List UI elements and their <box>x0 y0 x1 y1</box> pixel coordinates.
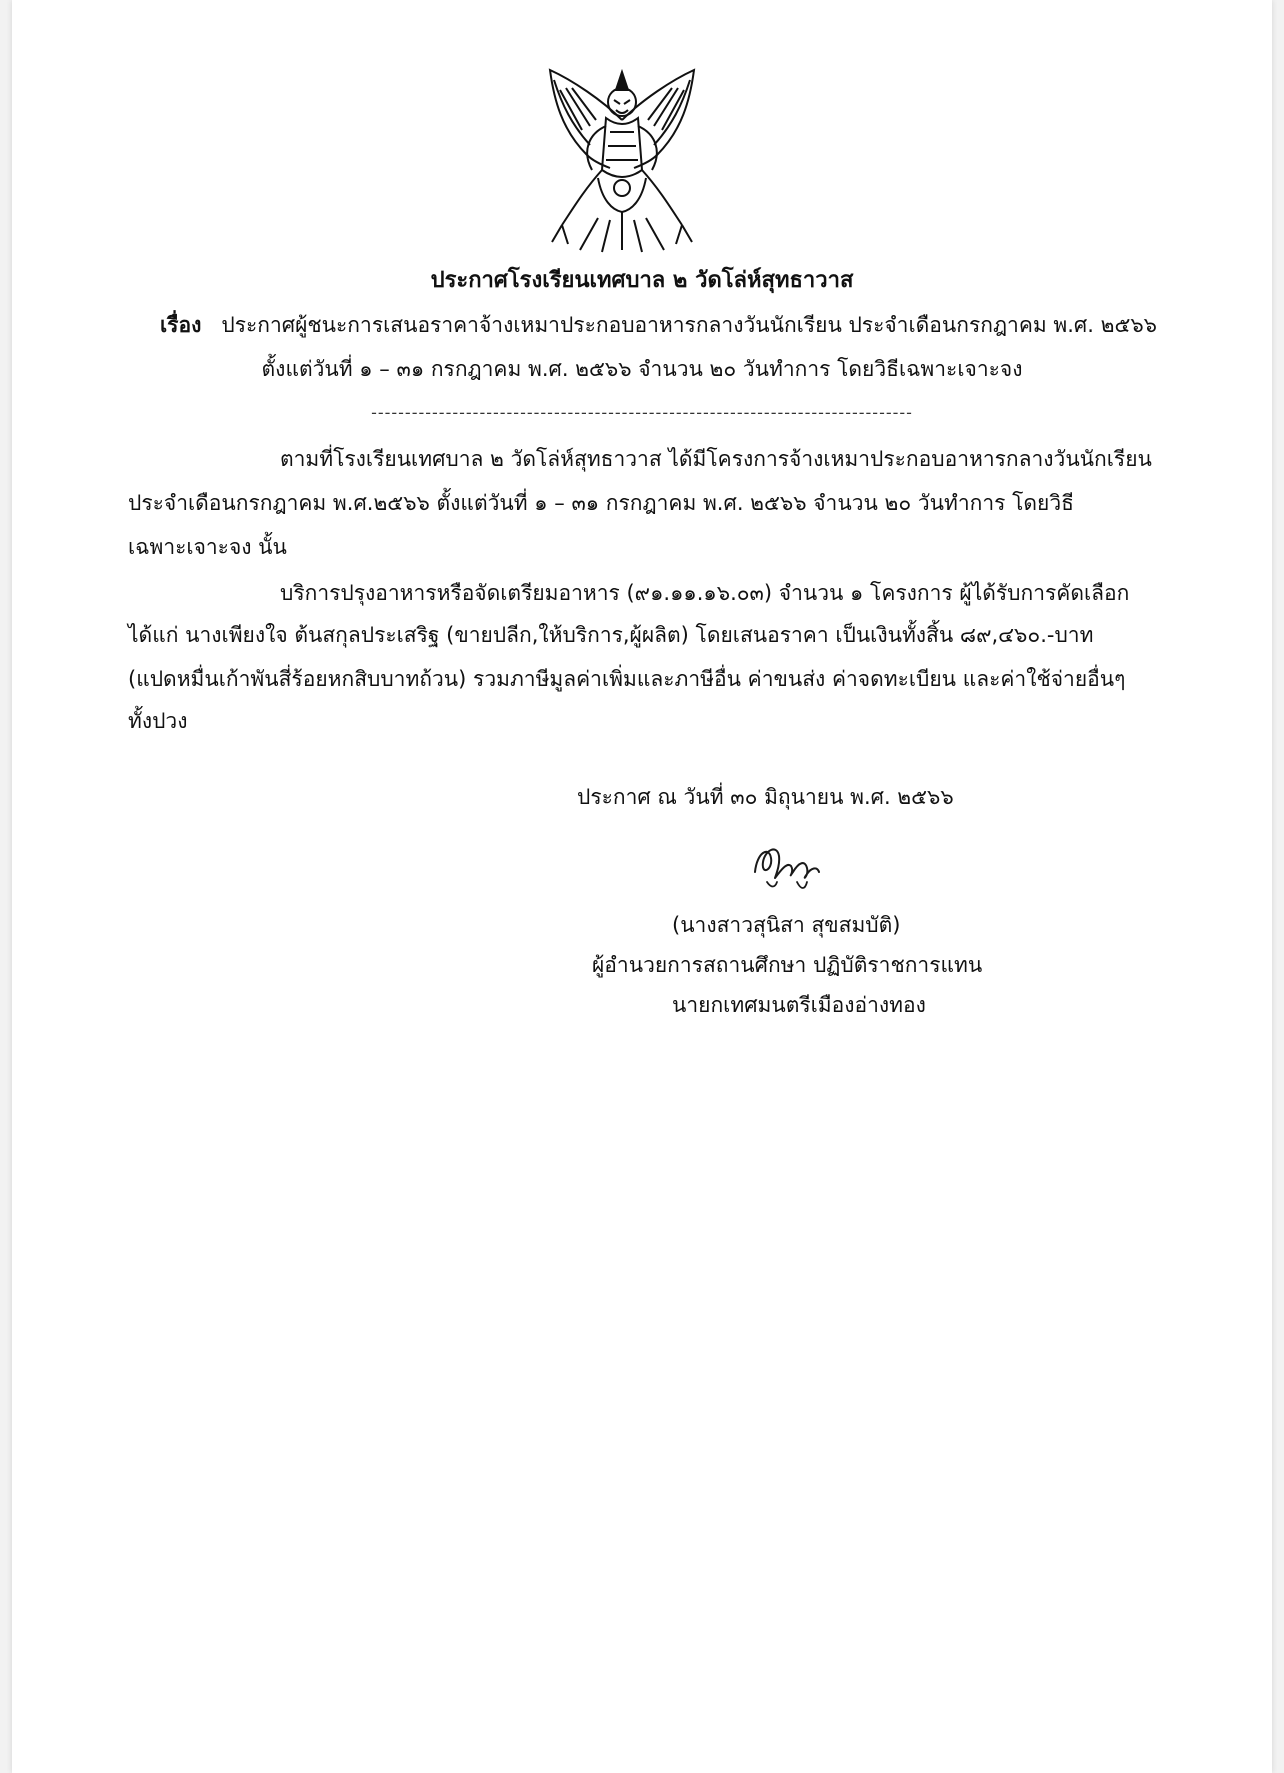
announcement-date: ประกาศ ณ วันที่ ๓๐ มิถุนายน พ.ศ. ๒๕๖๖ <box>577 785 954 809</box>
divider-rule: -------------------------------------------------------------------------------- <box>371 403 913 422</box>
subject-line <box>160 310 1157 340</box>
signer-position: นายกเทศมนตรีเมืองอ่างทอง <box>672 993 926 1017</box>
announcement-title: ประกาศโรงเรียนเทศบาล ๒ วัดโล่ห์สุทธาวาส <box>430 268 854 293</box>
paragraph2-line: ได้แก่ นางเพียงใจ ต้นสกุลประเสริฐ (ขายปลีก,ให้บริการ,ผู้ผลิต) โดยเสนอราคา เป็นเงินทั้งสิ้น ๘๙,๔๖๐.-บาท <box>128 623 1094 647</box>
document-page <box>12 0 1272 1773</box>
paragraph1-line: ประจำเดือนกรกฎาคม พ.ศ.๒๕๖๖ ตั้งแต่วันที่ ๑ – ๓๑ กรกฎาคม พ.ศ. ๒๕๖๖ จำนวน ๒๐ วันทำการ โดยวิธี <box>128 491 1074 515</box>
handwritten-signature-icon <box>747 832 827 894</box>
subject-label: เรื่อง <box>160 313 202 337</box>
paragraph1-line: เฉพาะเจาะจง นั้น <box>128 535 287 559</box>
subject-continuation: ตั้งแต่วันที่ ๑ – ๓๑ กรกฎาคม พ.ศ. ๒๕๖๖ จำนวน ๒๐ วันทำการ โดยวิธีเฉพาะเจาะจง <box>261 357 1023 381</box>
subject-text: ประกาศผู้ชนะการเสนอราคาจ้างเหมาประกอบอาหารกลางวันนักเรียน ประจำเดือนกรกฎาคม พ.ศ. ๒๕๖๖ <box>221 313 1158 337</box>
paragraph2-line: (แปดหมื่นเก้าพันสี่ร้อยหกสิบบาทถ้วน) รวมภาษีมูลค่าเพิ่มและภาษีอื่น ค่าขนส่ง ค่าจดทะเบียน และค่าใช้จ่ายอื่นๆ <box>128 667 1126 691</box>
garuda-emblem-icon <box>532 60 712 260</box>
signer-position: ผู้อำนวยการสถานศึกษา ปฏิบัติราชการแทน <box>592 953 983 977</box>
paragraph1-line: ตามที่โรงเรียนเทศบาล ๒ วัดโล่ห์สุทธาวาส ได้มีโครงการจ้างเหมาประกอบอาหารกลางวันนักเรียน <box>280 447 1152 471</box>
paragraph2-line: ทั้งปวง <box>128 709 188 733</box>
paragraph2-line: บริการปรุงอาหารหรือจัดเตรียมอาหาร (๙๑.๑๑.๑๖.๐๓) จำนวน ๑ โครงการ ผู้ได้รับการคัดเลือก <box>280 581 1130 605</box>
signer-name: (นางสาวสุนิสา สุขสมบัติ) <box>672 913 901 937</box>
